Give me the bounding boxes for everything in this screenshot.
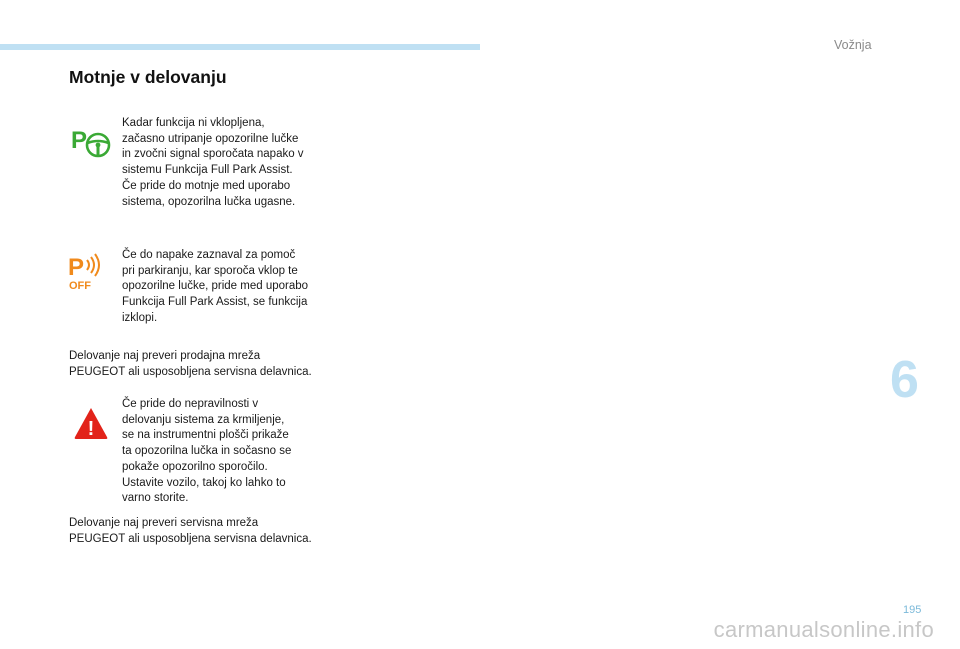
park-letter: P — [71, 127, 88, 154]
paragraph-2: Če do napake zaznaval za pomoč pri parkiranju, kar sporoča vklop te opozorilne lučke, pride med uporabo Funkcija Full Park Assist, se funkcija izklopi. — [122, 249, 309, 324]
paragraph-5: Delovanje naj preveri servisna mreža PEUGEOT ali usposobljena servisna delavnica. — [69, 517, 312, 545]
chapter-title: Vožnja — [834, 38, 872, 52]
section-title: Motnje v delovanju — [69, 67, 227, 87]
paragraph-1: Kadar funkcija ni vklopljena, začasno utripanje opozorilne lučke in zvočni signal sporočata napako v sistemu Funkcija Full Park Assist. Če pride do motnje med uporabo sistema, opozorilna lučka ugasne. — [122, 117, 304, 208]
park-assist-off-icon — [68, 253, 108, 291]
paragraph-3: Delovanje naj preveri prodajna mreža PEUGEOT ali usposobljena servisna delavnica. — [69, 350, 312, 378]
warning-mark: ! — [87, 418, 95, 440]
paragraph-4: Če pride do nepravilnosti v delovanju sistema za krmiljenje, se na instrumentni plošči prikaže ta opozorilna lučka in sočasno se pokaže opozorilno sporočilo. Ustavite vozilo, takoj ko lahko to varno storite. — [122, 398, 292, 505]
park-letter: P — [68, 254, 85, 281]
park-assist-steering-wheel-icon — [70, 124, 114, 160]
page-number: 195 — [903, 604, 922, 616]
warning-triangle-icon — [73, 406, 109, 440]
chapter-number: 6 — [890, 351, 919, 409]
header-accent-bar — [0, 44, 480, 50]
watermark: carmanualsonline.info — [713, 617, 934, 642]
off-label: OFF — [69, 280, 91, 291]
